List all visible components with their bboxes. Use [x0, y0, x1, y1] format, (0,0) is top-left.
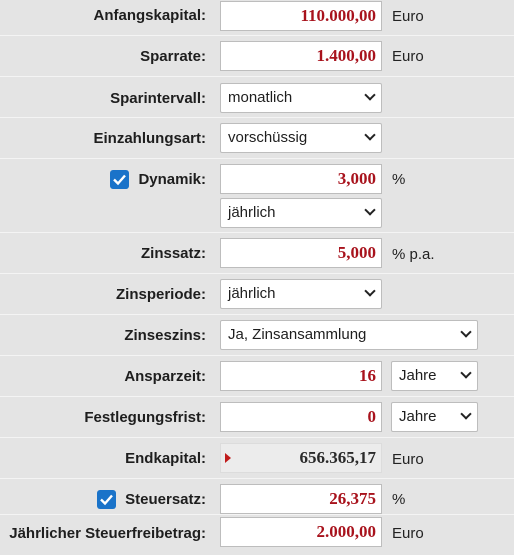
chevron-down-icon [460, 408, 471, 419]
sparrate-unit: Euro [392, 48, 424, 65]
zinssatz-value: 5,000 [337, 243, 376, 262]
zinseszins-label: Zinseszins: [124, 327, 206, 344]
endkapital-label: Endkapital: [125, 450, 206, 467]
steuerfreibetrag-unit: Euro [392, 525, 424, 542]
row-festlegungsfrist [0, 397, 514, 438]
row-endkapital [0, 438, 514, 479]
dynamik-label: Dynamik: [138, 171, 206, 188]
endkapital-unit: Euro [392, 451, 424, 468]
chevron-down-icon [364, 204, 375, 215]
row-steuerfreibetrag [0, 515, 514, 555]
endkapital-output [220, 443, 382, 473]
ansparzeit-unit-select[interactable] [391, 361, 478, 391]
steuersatz-unit: % [392, 491, 406, 508]
einzahlungsart-select[interactable] [220, 123, 382, 153]
sparrate-value: 1.400,00 [316, 46, 376, 65]
dynamik-unit: % [392, 171, 406, 188]
anfangskapital-unit: Euro [392, 8, 424, 25]
ansparzeit-label: Ansparzeit: [124, 368, 206, 385]
festlegungsfrist-unit-selected: Jahre [399, 408, 437, 425]
dynamik-value: 3,000 [337, 169, 376, 188]
checkmark-icon [112, 172, 127, 187]
dynamik-input[interactable] [220, 164, 382, 194]
anfangskapital-label: Anfangskapital: [93, 7, 206, 24]
zinseszins-selected: Ja, Zinsansammlung [228, 326, 367, 343]
chevron-down-icon [364, 285, 375, 296]
row-zinsperiode [0, 274, 514, 315]
row-steuersatz [0, 479, 514, 515]
row-sparintervall [0, 77, 514, 118]
sparintervall-label: Sparintervall: [110, 90, 206, 107]
zinssatz-unit: % p.a. [392, 246, 435, 263]
zinseszins-select[interactable] [220, 320, 478, 350]
steuersatz-label: Steuersatz: [125, 491, 206, 508]
chevron-down-icon [364, 129, 375, 140]
row-einzahlungsart [0, 118, 514, 159]
chevron-down-icon [364, 89, 375, 100]
row-sparrate [0, 36, 514, 77]
steuersatz-input[interactable] [220, 484, 382, 514]
festlegungsfrist-value: 0 [367, 407, 376, 426]
endkapital-value: 656.365,17 [299, 448, 376, 467]
zinssatz-input[interactable] [220, 238, 382, 268]
dynamik-interval-selected: jährlich [228, 204, 276, 221]
zinsperiode-selected: jährlich [228, 285, 276, 302]
festlegungsfrist-label: Festlegungsfrist: [84, 409, 206, 426]
row-zinssatz [0, 233, 514, 274]
zinsperiode-select[interactable] [220, 279, 382, 309]
steuerfreibetrag-label: Jährlicher Steuerfreibetrag: [9, 525, 206, 542]
ansparzeit-input[interactable] [220, 361, 382, 391]
chevron-down-icon [460, 326, 471, 337]
festlegungsfrist-input[interactable] [220, 402, 382, 432]
row-dynamik [0, 159, 514, 233]
chevron-down-icon [460, 367, 471, 378]
steuerfreibetrag-value: 2.000,00 [316, 522, 376, 541]
zinssatz-label: Zinssatz: [140, 245, 206, 262]
ansparzeit-value: 16 [359, 366, 376, 385]
checkmark-icon [99, 492, 114, 507]
dynamik-checkbox[interactable] [110, 170, 129, 189]
ansparzeit-unit-selected: Jahre [399, 367, 437, 384]
steuerfreibetrag-input[interactable] [220, 517, 382, 547]
einzahlungsart-label: Einzahlungsart: [93, 130, 206, 147]
steuersatz-checkbox[interactable] [97, 490, 116, 509]
dynamik-interval-select[interactable] [220, 198, 382, 228]
sparintervall-select[interactable] [220, 83, 382, 113]
row-anfangskapital [0, 0, 514, 36]
steuersatz-value: 26,375 [329, 489, 376, 508]
anfangskapital-value: 110.000,00 [300, 6, 376, 25]
anfangskapital-input[interactable] [220, 1, 382, 31]
einzahlungsart-selected: vorschüssig [228, 129, 308, 146]
sparrate-label: Sparrate: [140, 48, 206, 65]
row-zinseszins [0, 315, 514, 356]
marker-triangle-icon [225, 453, 231, 463]
zinsperiode-label: Zinsperiode: [115, 286, 206, 303]
festlegungsfrist-unit-select[interactable] [391, 402, 478, 432]
row-ansparzeit [0, 356, 514, 397]
sparintervall-selected: monatlich [228, 89, 293, 106]
sparrate-input[interactable] [220, 41, 382, 71]
